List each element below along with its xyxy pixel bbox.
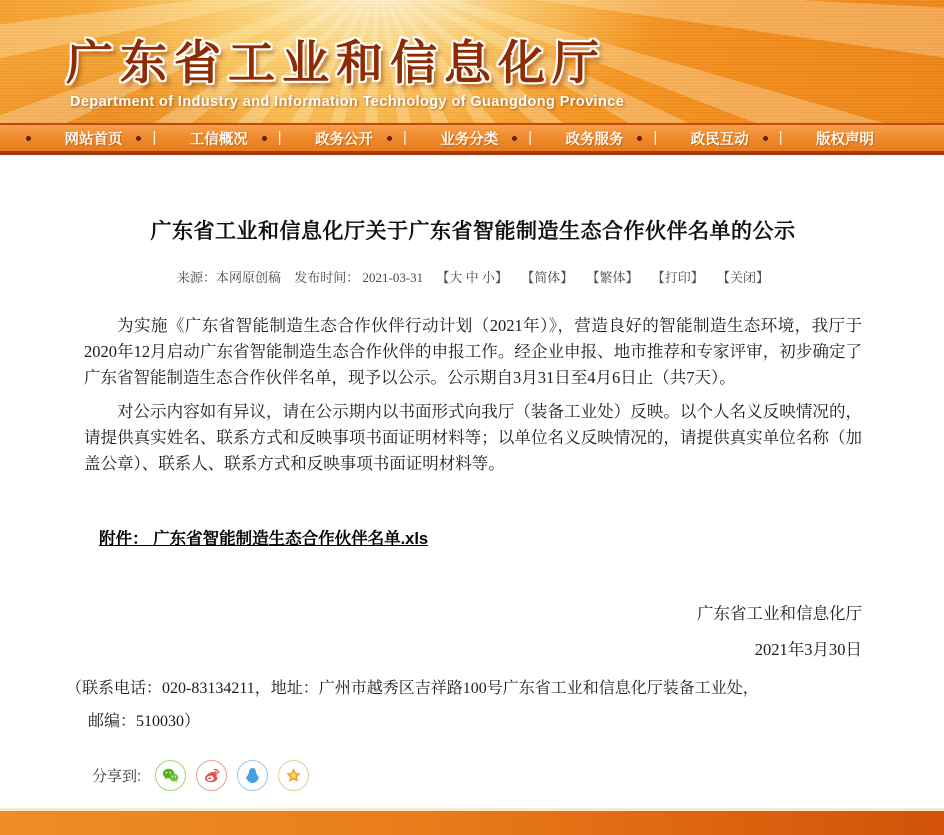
signature-date: 2021年3月30日 bbox=[754, 640, 862, 659]
nav-item-copyright[interactable]: 版权声明 bbox=[815, 131, 874, 148]
paragraph-1: 为实施《广东省智能制造生态合作伙伴行动计划（2021年）》，营造良好的智能制造生态环境，我厅于2020年12月启动广东省智能制造生态合作伙伴的申报工作。经企业申报、地市推荐和专家评审，初步确定了广东省智能制造生态合作伙伴名单，现予以公示。公示期自3月31日至4月6日止（共7天）。 bbox=[84, 316, 862, 387]
share-bar bbox=[84, 760, 862, 791]
site-title: 广东省工业和信息化厅 bbox=[66, 36, 606, 89]
qq-share-button[interactable] bbox=[237, 760, 268, 791]
attachment-link[interactable]: 附件： 广东省智能制造生态合作伙伴名单.xls bbox=[99, 530, 429, 548]
meta-source: 来源：本网原创稿 bbox=[176, 270, 281, 285]
close-button[interactable]: 【关闭】 bbox=[716, 270, 769, 285]
nav-item-home[interactable]: 网站首页 bbox=[64, 131, 123, 148]
nav-item-overview[interactable]: 工信概况 bbox=[189, 131, 248, 148]
nav-item-public-interaction[interactable]: 政民互动 bbox=[690, 131, 749, 148]
article-body bbox=[84, 313, 862, 477]
contact-info bbox=[66, 672, 862, 738]
paragraph-2: 对公示内容如有异议，请在公示期内以书面形式向我厅（装备工业处）反映。以个人名义反映情况的，请提供真实姓名、联系方式和反映事项书面证明材料等；以单位名义反映情况的，请提供真实单位名称（加盖公章）、联系人、联系方式和反映事项书面证明材料等。 bbox=[84, 402, 862, 473]
nav-bullet-icon bbox=[262, 136, 267, 141]
share-label: 分享到: bbox=[92, 768, 142, 785]
favorite-star-icon bbox=[284, 766, 303, 785]
nav-bullet-icon bbox=[637, 136, 642, 141]
nav-bullet-icon bbox=[26, 136, 31, 141]
font-size-control[interactable]: 【大 中 小】 bbox=[436, 270, 508, 285]
nav-bullet-icon bbox=[763, 136, 768, 141]
nav-bullet-icon bbox=[512, 136, 517, 141]
nav-separator: | bbox=[277, 130, 282, 146]
qq-icon bbox=[243, 766, 262, 785]
simplified-chinese-button[interactable]: 【简体】 bbox=[521, 270, 574, 285]
weibo-icon bbox=[202, 766, 221, 785]
attachment-row bbox=[84, 525, 862, 549]
weibo-share-button[interactable] bbox=[196, 760, 227, 791]
site-banner bbox=[0, 0, 944, 125]
contact-line2: 邮编：510030） bbox=[88, 713, 201, 730]
wechat-share-button[interactable] bbox=[155, 760, 186, 791]
contact-line1: （联系电话：020-83134211，地址：广州市越秀区吉祥路100号广东省工业和信息化厅装备工业处， bbox=[66, 680, 759, 697]
nav-bullet-icon bbox=[387, 136, 392, 141]
nav-separator: | bbox=[528, 130, 532, 146]
nav-item-gov-affairs-open[interactable]: 政务公开 bbox=[314, 131, 373, 148]
article bbox=[0, 219, 944, 791]
nav-separator: | bbox=[778, 130, 783, 146]
nav-item-gov-services[interactable]: 政务服务 bbox=[565, 131, 624, 148]
article-meta bbox=[84, 267, 862, 286]
traditional-chinese-button[interactable]: 【繁体】 bbox=[586, 270, 639, 285]
article-title: 广东省工业和信息化厅关于广东省智能制造生态合作伙伴名单的公示 bbox=[150, 220, 796, 243]
signature: 广东省工业和信息化厅 bbox=[697, 604, 862, 623]
nav-item-business-category[interactable]: 业务分类 bbox=[440, 131, 499, 148]
meta-publish-date: 发布时间： 2021-03-31 bbox=[294, 270, 424, 285]
nav-separator: | bbox=[653, 130, 658, 146]
nav-separator: | bbox=[402, 130, 407, 146]
nav-bullet-icon bbox=[136, 136, 141, 141]
footer-bar bbox=[0, 808, 944, 835]
print-button[interactable]: 【打印】 bbox=[651, 270, 704, 285]
nav-separator: | bbox=[152, 130, 157, 146]
main-nav bbox=[0, 125, 944, 155]
site-subtitle: Department of Industry and Information Technology of Guangdong Province bbox=[70, 94, 625, 110]
favorite-share-button[interactable] bbox=[278, 760, 309, 791]
wechat-icon bbox=[161, 766, 180, 785]
